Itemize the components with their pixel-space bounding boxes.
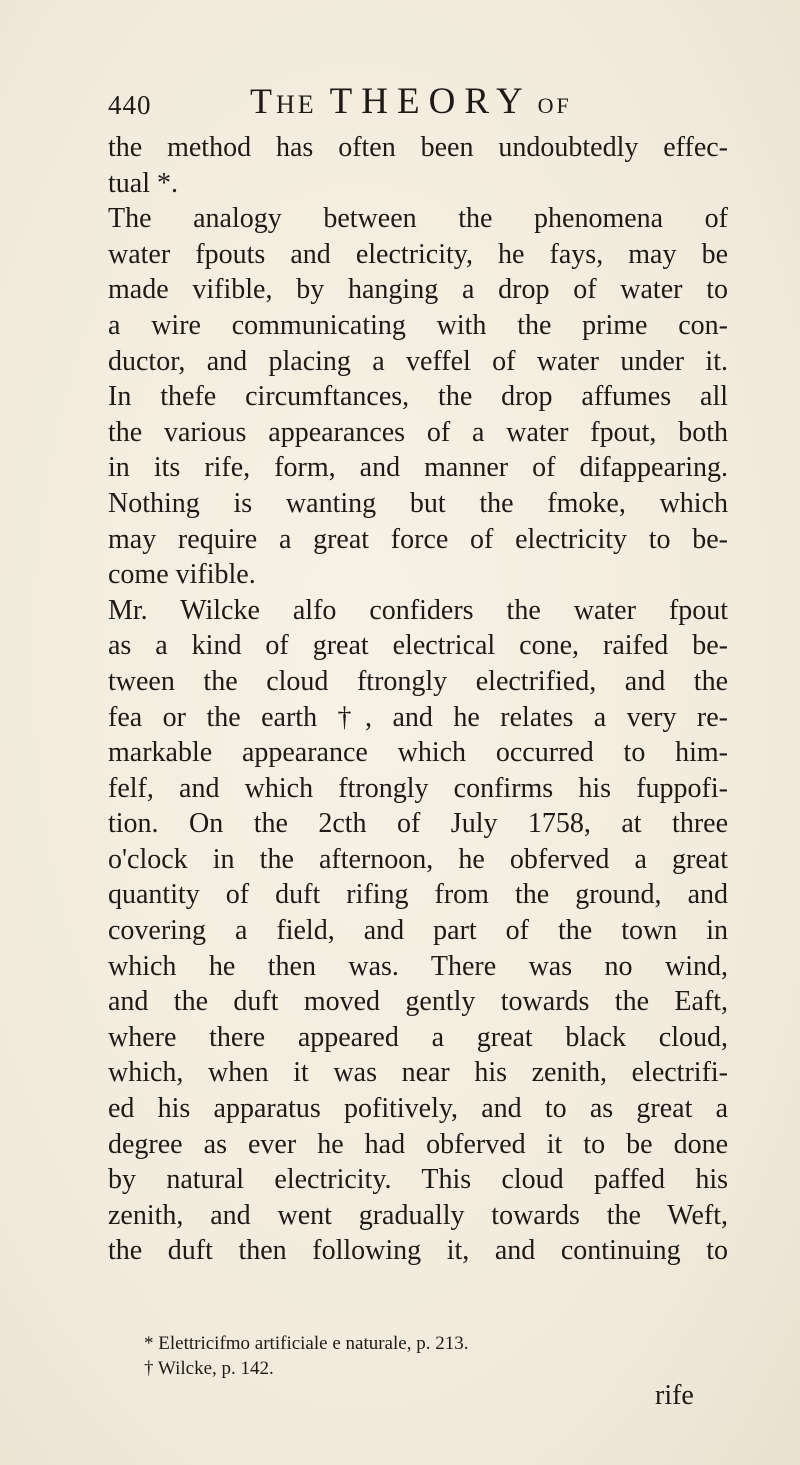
text-line: may require a great force of electricity to be- [108, 523, 728, 555]
text-line: tween the cloud ftrongly electrified, and the [108, 665, 728, 697]
text-line: Mr. Wilcke alfo confiders the water fpout [108, 594, 728, 626]
running-title-initial: T [250, 81, 276, 121]
text-line: The analogy between the phenomena of [108, 203, 728, 235]
text-line: covering a field, and part of the town in [108, 915, 728, 947]
text-line: fea or the earth †, and he relates a very re- [108, 701, 728, 733]
running-title [250, 80, 572, 123]
footnotes [112, 1331, 712, 1381]
text-line: tion. On the 2cth of July 1758, at three [108, 808, 728, 840]
text-line: a wire communicating with the prime con- [108, 309, 728, 341]
text-line: come vifible. [108, 559, 256, 591]
text-line: ed his apparatus pofitively, and to as great a [108, 1093, 728, 1125]
text-line: which he then was. There was no wind, [108, 950, 728, 982]
text-line: In thefe circumftances, the drop affumes all [108, 381, 728, 413]
text-line: where there appeared a great black cloud, [108, 1021, 728, 1053]
text-line: felf, and which ftrongly confirms his fuppofi- [108, 772, 728, 804]
text-line: zenith, and went gradually towards the Weft, [108, 1199, 728, 1231]
text-line: by natural electricity. This cloud paffed his [108, 1164, 728, 1196]
text-line: tual *. [108, 167, 178, 199]
text-line: the various appearances of a water fpout, both [108, 416, 728, 448]
text-line: water fpouts and electricity, he fays, may be [108, 238, 728, 270]
text-line: in its rife, form, and manner of difappearing. [108, 452, 728, 484]
text-line: the method has often been undoubtedly effec- [108, 132, 728, 163]
page-number: 440 [108, 90, 152, 120]
running-title-of: OF [537, 93, 572, 118]
text-line: o'clock in the afternoon, he obferved a great [108, 843, 728, 875]
text-line: made vifible, by hanging a drop of water to [108, 274, 728, 306]
text-line: and the duft moved gently towards the Eaft, [108, 986, 728, 1018]
text-line: the duft then following it, and continuing to [108, 1235, 728, 1267]
text-line: markable appearance which occurred to him- [108, 737, 728, 769]
text-line: quantity of duft rifing from the ground, and [108, 879, 728, 911]
footnote: † Wilcke, p. 142. [144, 1358, 274, 1379]
running-title-word: THEORY [329, 81, 532, 122]
text-line: Nothing is wanting but the fmoke, which [108, 487, 728, 519]
catchword: rife [655, 1380, 694, 1411]
body-text [108, 130, 728, 1269]
text-line: ductor, and placing a veffel of water under it. [108, 345, 728, 377]
running-title-article: HE [276, 90, 317, 119]
text-line: which, when it was near his zenith, electrifi- [108, 1057, 728, 1089]
running-header [108, 80, 708, 122]
text-line: degree as ever he had obferved it to be done [108, 1128, 728, 1160]
footnote: * Elettricifmo artificiale e naturale, p. 213. [144, 1333, 469, 1354]
text-line: as a kind of great electrical cone, raifed be- [108, 630, 728, 662]
